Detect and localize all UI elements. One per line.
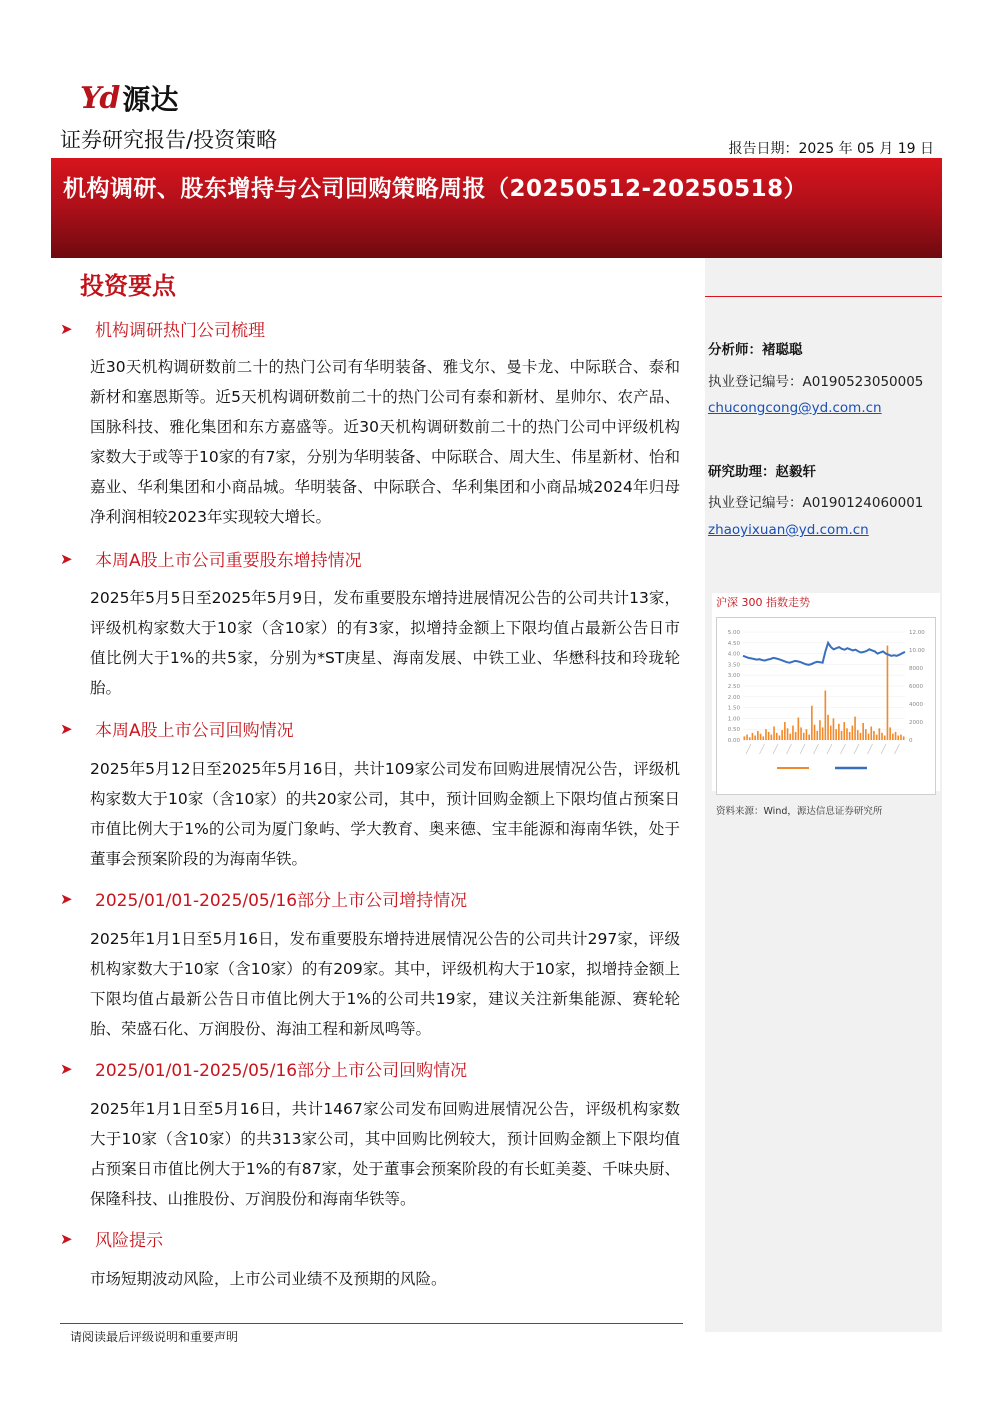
arrow-bullet-icon: ➤ [60, 549, 73, 568]
section-paragraph: 2025年1月1日至5月16日，共计1467家公司发布回购进展情况公告，评级机构家数大于10家（含10家）的共313家公司，其中回购比例较大，预计回购金额上下限均值占预案日市值比例大于1%的有87家，处于董事会预案阶段的有长虹美菱、千味央厨、保隆科技、山推股份、万润股份和海南华铁等。 [90, 1100, 680, 1208]
report-date: 报告日期：2025 年 05 月 19 日 [728, 141, 934, 157]
y-left-tick-label: 2.00 [727, 694, 740, 701]
volume-bar [795, 732, 797, 740]
y-right-tick-label: 0 [909, 738, 913, 744]
volume-bar [830, 726, 832, 740]
company-logo [80, 78, 178, 118]
section-heading-text: 本周A股上市公司重要股东增持情况 [95, 551, 362, 571]
volume-bar [868, 734, 870, 740]
volume-bar [773, 727, 775, 741]
section-paragraph: 近30天机构调研数前二十的热门公司有华明装备、雅戈尔、曼卡龙、中际联合、泰和新材和塞恩斯等。近5天机构调研数前二十的热门公司有泰和新材、星帅尔、农产品、国脉科技、雅化集团和东方嘉盛等。近30天机构调研数前二十的热门公司中评级机构家数大于或等于10家的有7家，分别为华明装备、中际联合、周大生、伟星新材、怡和嘉业、华利集团和小商品城。华明装备、中际联合、华利集团和小商品城2024年归母净利润相较2023年实现较大增长。 [90, 358, 680, 526]
volume-bar [892, 734, 894, 740]
volume-bar [762, 736, 764, 740]
footer-divider [60, 1323, 683, 1324]
volume-bar [798, 718, 800, 741]
x-tick-mark [827, 744, 832, 754]
section-paragraph: 市场短期波动风险，上市公司业绩不及预期的风险。 [90, 1270, 447, 1288]
assistant-email-link[interactable]: zhaoyixuan@yd.com.cn [708, 522, 869, 538]
volume-bar [876, 735, 878, 740]
volume-bar [760, 734, 762, 740]
y-left-tick-label: 5.00 [727, 630, 740, 636]
volume-bar [771, 735, 773, 740]
volume-bar [852, 726, 854, 740]
volume-bar [841, 731, 843, 740]
x-tick-mark [773, 744, 778, 754]
volume-bar [819, 720, 821, 740]
volume-bar [903, 736, 905, 740]
y-left-tick-label: 4.50 [727, 640, 740, 647]
y-left-tick-label: 1.50 [727, 705, 740, 712]
assistant-registration: 执业登记编号：A0190124060001 [708, 495, 924, 511]
sidebar [705, 258, 942, 1332]
volume-bar [800, 727, 802, 740]
x-tick-mark [760, 744, 765, 754]
logo-mark: Yd [80, 80, 119, 116]
y-right-tick-label: 2000 [909, 720, 923, 726]
section-heading [60, 886, 467, 911]
volume-bar [754, 736, 756, 741]
volume-bar [838, 724, 840, 740]
volume-bar [749, 737, 751, 740]
section-paragraph: 2025年5月12日至2025年5月16日，共计109家公司发布回购进展情况公告，评级机构家数大于10家（含10家）的共20家公司，其中，预计回购金额上下限均值占预案日市值比例大于1%的公司为厦门象屿、学大教育、奥来德、宝丰能源和海南华铁，处于董事会预案阶段的为海南华铁。 [90, 760, 680, 868]
volume-bar [825, 691, 827, 741]
logo-name: 源达 [122, 83, 179, 116]
volume-bar [846, 728, 848, 740]
volume-bar [816, 731, 818, 740]
section-heading [60, 316, 265, 341]
x-tick-mark [881, 744, 886, 754]
volume-bar [835, 729, 837, 740]
volume-bar [768, 732, 770, 740]
x-tick-mark [814, 744, 819, 754]
volume-bar [808, 735, 810, 740]
section-heading-text: 风险提示 [95, 1231, 163, 1251]
volume-bar [814, 725, 816, 740]
y-left-tick-label: 4.00 [727, 651, 740, 658]
section-heading-text: 机构调研热门公司梳理 [95, 321, 265, 341]
volume-bar [854, 717, 856, 740]
arrow-bullet-icon: ➤ [60, 1059, 73, 1078]
volume-bar [860, 733, 862, 740]
volume-bar [900, 735, 902, 740]
analyst-email-link[interactable]: chucongcong@yd.com.cn [708, 400, 882, 416]
volume-bar [765, 729, 767, 740]
x-tick-mark [868, 744, 873, 754]
volume-bar [881, 733, 883, 740]
volume-bar [827, 715, 829, 740]
x-tick-mark [787, 744, 792, 754]
volume-bar [862, 723, 864, 740]
volume-bar [784, 722, 786, 740]
volume-bar [865, 729, 867, 740]
y-left-tick-label: 2.50 [727, 684, 740, 690]
x-tick-mark [746, 744, 751, 754]
assistant-name: 研究助理：赵毅轩 [708, 464, 816, 480]
report-title: 机构调研、股东增持与公司回购策略周报（20250512-20250518） [63, 176, 808, 202]
section-heading-text: 2025/01/01-2025/05/16部分上市公司增持情况 [95, 891, 468, 911]
chart-frame [716, 617, 936, 795]
volume-bar [897, 736, 899, 741]
chart-title: 沪深 300 指数走势 [716, 596, 810, 609]
report-category: 证券研究报告/投资策略 [60, 128, 278, 152]
volume-bar [843, 722, 845, 740]
section-heading-text: 2025/01/01-2025/05/16部分上市公司回购情况 [95, 1061, 468, 1081]
y-right-tick-label: 8000 [909, 666, 923, 672]
y-right-tick-label: 4000 [909, 702, 923, 708]
y-left-tick-label: 1.00 [727, 716, 740, 723]
y-left-tick-label: 0.00 [727, 738, 740, 744]
section-heading [60, 1056, 467, 1081]
section-heading [60, 1226, 163, 1251]
arrow-bullet-icon: ➤ [60, 889, 73, 908]
volume-bar [781, 730, 783, 740]
volume-bar [806, 729, 808, 740]
volume-bar [857, 730, 859, 740]
footer-disclaimer: 请阅读最后评级说明和重要声明 [70, 1330, 239, 1344]
x-tick-mark [854, 744, 859, 754]
chart-source: 资料来源：Wind，源达信息证券研究所 [716, 806, 883, 817]
analyst-name: 分析师：褚聪聪 [708, 342, 803, 358]
arrow-bullet-icon: ➤ [60, 319, 73, 338]
volume-bar [895, 732, 897, 740]
volume-bar [776, 733, 778, 740]
y-right-tick-label: 12.00 [909, 630, 925, 636]
volume-bar [873, 731, 875, 740]
volume-bar [887, 646, 889, 741]
volume-bar [746, 735, 748, 740]
volume-bar [789, 734, 791, 740]
y-right-tick-label: 6000 [909, 684, 923, 690]
section-paragraph: 2025年1月1日至5月16日，发布重要股东增持进展情况公告的公司共计297家，评级机构家数大于10家（含10家）的有209家。其中，评级机构大于10家，拟增持金额上下限均值占最新公告日市值比例大于1%的公司共19家，建议关注新集能源、赛轮轮胎、荣盛石化、万润股份、海油工程和新凤鸣等。 [90, 930, 680, 1038]
volume-bar [884, 736, 886, 741]
y-left-tick-label: 3.00 [727, 673, 740, 680]
x-tick-mark [800, 744, 805, 754]
y-right-tick-label: 10.00 [909, 648, 925, 654]
arrow-bullet-icon: ➤ [60, 719, 73, 738]
volume-bar [870, 727, 872, 741]
volume-bar [849, 732, 851, 740]
analyst-registration: 执业登记编号：A0190523050005 [708, 374, 924, 390]
volume-bar [792, 726, 794, 740]
x-tick-mark [895, 744, 900, 754]
x-tick-mark [841, 744, 846, 754]
volume-bar [811, 706, 813, 740]
title-banner [51, 158, 942, 258]
volume-bar [779, 736, 781, 741]
arrow-bullet-icon: ➤ [60, 1229, 73, 1248]
volume-bar [889, 727, 891, 740]
volume-bar [787, 728, 789, 740]
volume-bar [744, 736, 746, 740]
volume-bar [803, 733, 805, 740]
section-paragraph: 2025年5月5日至2025年5月9日，发布重要股东增持进展情况公告的公司共计13家，评级机构家数大于10家（含10家）的有3家，拟增持金额上下限均值占最新公告日市值比例大于1%的共5家，分别为*ST庚星、海南发展、中铁工业、华懋科技和玲珑轮胎。 [90, 589, 680, 697]
sidebar-divider [705, 296, 942, 297]
index-chart [717, 618, 935, 794]
volume-bar [752, 733, 754, 740]
volume-bar [879, 728, 881, 740]
section-heading [60, 716, 294, 741]
key-points-title: 投资要点 [80, 272, 176, 300]
section-heading-text: 本周A股上市公司回购情况 [95, 721, 294, 741]
volume-bar [757, 731, 759, 740]
volume-bar [822, 727, 824, 740]
volume-bar [833, 718, 835, 740]
y-left-tick-label: 3.50 [727, 662, 740, 669]
y-left-tick-label: 0.50 [727, 727, 740, 734]
section-heading [60, 546, 362, 571]
